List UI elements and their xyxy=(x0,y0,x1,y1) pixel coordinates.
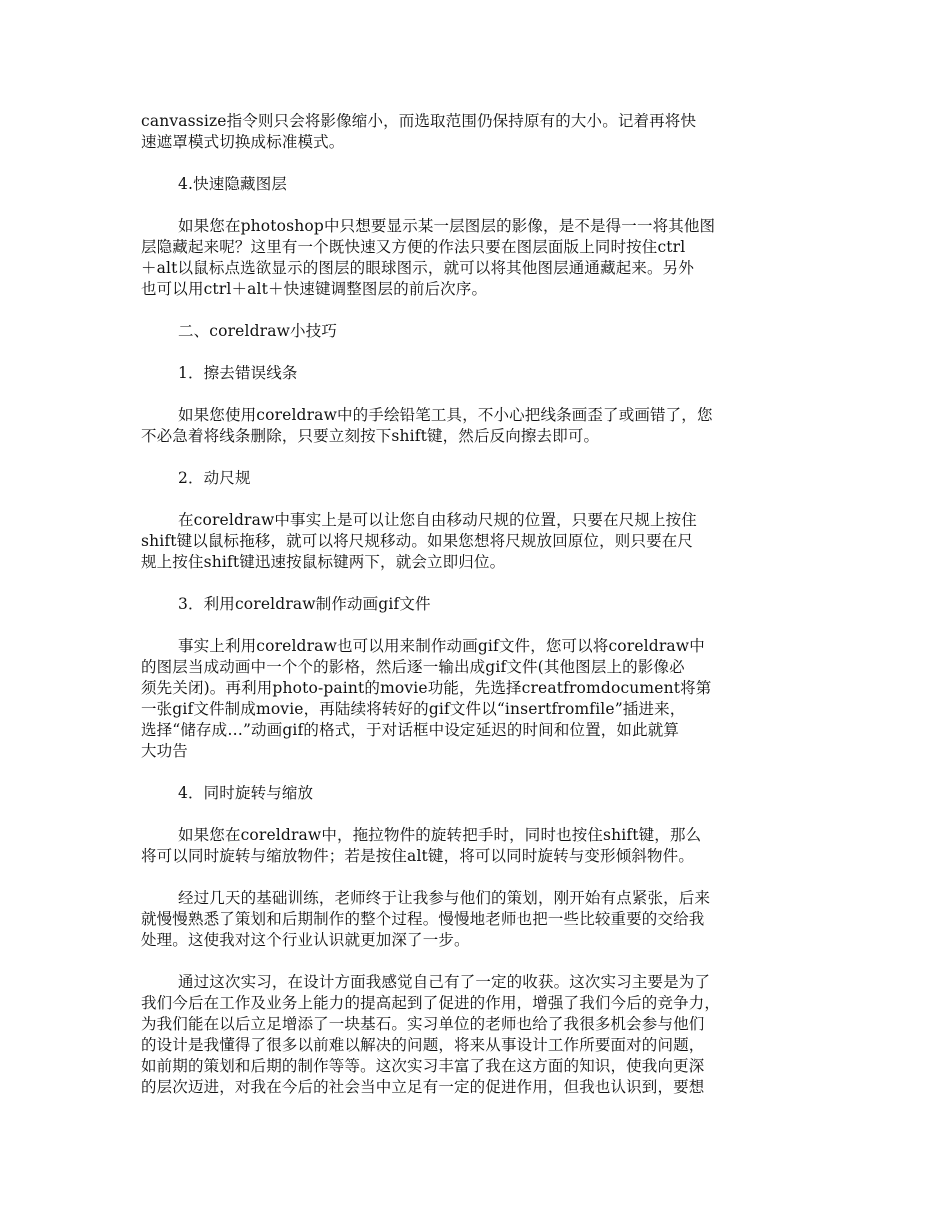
text-line: 就慢慢熟悉了策划和后期制作的整个过程。慢慢地老师也把一些比较重要的交给我 xyxy=(141,910,705,928)
heading-text: 4．同时旋转与缩放 xyxy=(178,784,314,802)
text-line: ＋alt以鼠标点选欲显示的图层的眼球图示，就可以将其他图层通通藏起来。另外 xyxy=(141,259,694,277)
paragraph-move-ruler xyxy=(141,510,811,573)
text-line: 我们今后在工作及业务上能力的提高起到了促进的作用，增强了我们今后的竞争力， xyxy=(141,994,721,1012)
heading-move-ruler xyxy=(141,468,811,489)
heading-text: 3．利用coreldraw制作动画gif文件 xyxy=(178,595,431,613)
paragraph-training xyxy=(141,888,811,951)
heading-quick-hide-layers xyxy=(141,174,811,195)
text-line: 将可以同时旋转与缩放物件；若是按住alt键，将可以同时旋转与变形倾斜物件。 xyxy=(141,847,694,865)
text-line: 事实上利用coreldraw也可以用来制作动画gif文件，您可以将coreldraw中 xyxy=(178,637,705,655)
text-line: 大功告 xyxy=(141,742,188,760)
heading-text: 4.快速隐藏图层 xyxy=(178,175,287,193)
text-line: 如果您在photoshop中只想要显示某一层图层的影像，是不是得一一将其他图 xyxy=(178,217,716,235)
text-line: 经过几天的基础训练，老师终于让我参与他们的策划，刚开始有点紧张，后来 xyxy=(178,889,711,907)
heading-text: 二、coreldraw小技巧 xyxy=(178,322,337,340)
heading-erase-lines xyxy=(141,363,811,384)
paragraph-quick-mask-continuation xyxy=(141,111,811,153)
text-line: 通过这次实习，在设计方面我感觉自己有了一定的收获。这次实习主要是为了 xyxy=(178,973,711,991)
paragraph-erase-lines xyxy=(141,405,811,447)
text-line: 的图层当成动画中一个个的影格，然后逐一输出成gif文件(其他图层上的影像必 xyxy=(141,658,685,676)
heading-rotate-scale xyxy=(141,783,811,804)
text-line: 须先关闭)。再利用photo-paint的movie功能，先选择creatfromdocument将第 xyxy=(141,679,712,697)
text-line: 在coreldraw中事实上是可以让您自由移动尺规的位置，只要在尺规上按住 xyxy=(178,511,697,529)
heading-text: 1．擦去错误线条 xyxy=(178,364,298,382)
paragraph-rotate-scale xyxy=(141,825,811,867)
text-line: canvassize指令则只会将影像缩小，而选取范围仍保持原有的大小。记着再将快 xyxy=(141,112,697,130)
heading-coreldraw-tips xyxy=(141,321,811,342)
text-line: 规上按住shift键迅速按鼠标键两下，就会立即归位。 xyxy=(141,553,506,571)
text-line: 层隐藏起来呢？这里有一个既快速又方便的作法只要在图层面版上同时按住ctrl xyxy=(141,238,686,256)
text-line: 也可以用ctrl＋alt＋快速键调整图层的前后次序。 xyxy=(141,280,488,298)
text-line: 不必急着将线条删除，只要立刻按下shift键，然后反向擦去即可。 xyxy=(141,427,600,445)
text-line: 速遮罩模式切换成标准模式。 xyxy=(141,133,345,151)
paragraph-hide-layers xyxy=(141,216,811,300)
document-page xyxy=(141,111,811,1119)
text-line: shift键以鼠标拖移，就可以将尺规移动。如果您想将尺规放回原位，则只要在尺 xyxy=(141,532,694,550)
paragraph-animated-gif xyxy=(141,636,811,762)
text-line: 一张gif文件制成movie，再陆续将转好的gif文件以“insertfromfile”插进来， xyxy=(141,700,686,718)
heading-text: 2．动尺规 xyxy=(178,469,251,487)
text-line: 的设计是我懂得了很多以前难以解决的问题，将来从事设计工作所要面对的问题， xyxy=(141,1036,705,1054)
heading-animated-gif xyxy=(141,594,811,615)
text-line: 的层次迈进，对我在今后的社会当中立足有一定的促进作用，但我也认识到，要想 xyxy=(141,1078,705,1096)
text-line: 如果您在coreldraw中，拖拉物件的旋转把手时，同时也按住shift键，那么 xyxy=(178,826,702,844)
text-line: 选择“储存成…”动画gif的格式，于对话框中设定延迟的时间和位置，如此就算 xyxy=(141,721,680,739)
paragraph-internship-summary xyxy=(141,972,811,1098)
text-line: 如前期的策划和后期的制作等等。这次实习丰富了我在这方面的知识，使我向更深 xyxy=(141,1057,705,1075)
text-line: 如果您使用coreldraw中的手绘铅笔工具，不小心把线条画歪了或画错了，您 xyxy=(178,406,713,424)
text-line: 处理。这使我对这个行业认识就更加深了一步。 xyxy=(141,931,470,949)
text-line: 为我们能在以后立足增添了一块基石。实习单位的老师也给了我很多机会参与他们 xyxy=(141,1015,705,1033)
